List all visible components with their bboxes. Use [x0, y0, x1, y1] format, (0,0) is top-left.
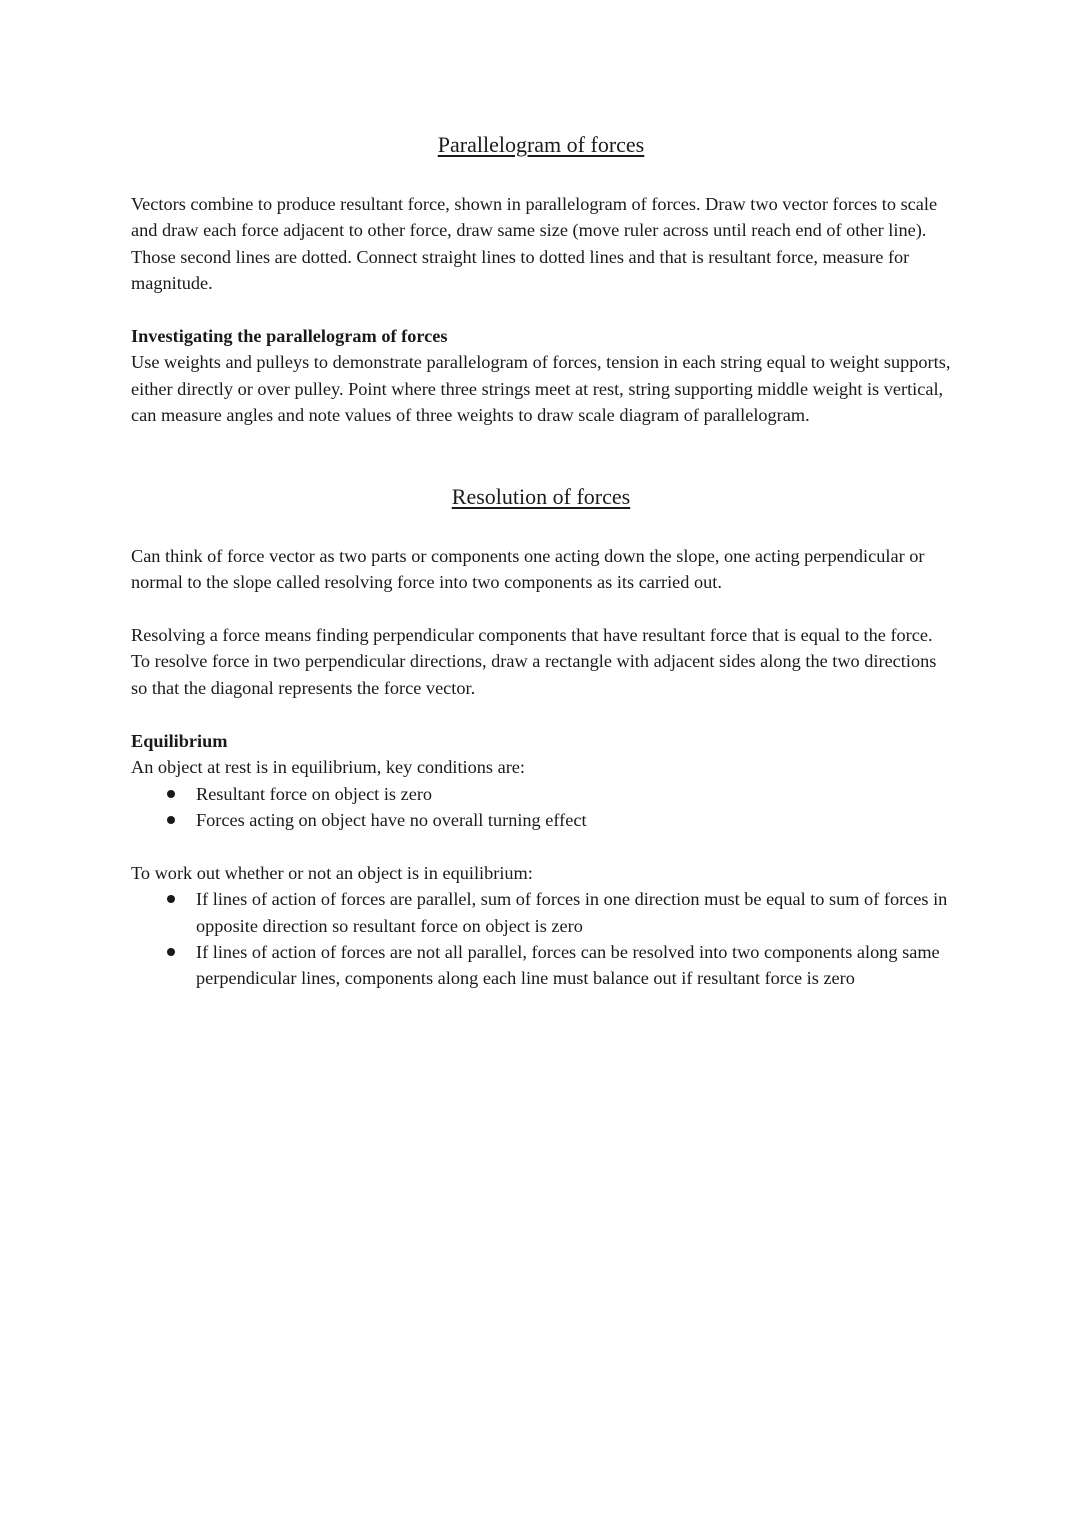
list-item — [131, 886, 951, 939]
bullet-icon — [167, 790, 175, 798]
equilibrium-check-intro: To work out whether or not an object is in equilibrium: — [131, 863, 533, 883]
list-item — [131, 807, 951, 833]
resolution-paragraph-1: Can think of force vector as two parts or components one acting down the slope, one acting perpendicular or normal to the slope called resolving force into two components as its carried out. — [131, 546, 925, 593]
list-item-text: Forces acting on object have no overall turning effect — [196, 809, 587, 830]
parallelogram-paragraph: Vectors combine to produce resultant force, shown in parallelogram of forces. Draw two vector forces to scale and draw each force adjacent to other force, draw same size (move ruler across until reach end of other line). Those second lines are dotted. Connect straight lines to dotted lines and that is resultant force, measure for magnitude. — [131, 194, 938, 293]
equilibrium-check-section — [131, 860, 951, 991]
title-parallelogram-of-forces: Parallelogram of forces — [437, 132, 645, 157]
equilibrium-heading: Equilibrium — [131, 731, 228, 751]
list-item-text: Resultant force on object is zero — [196, 783, 433, 804]
bullet-icon — [167, 948, 175, 956]
list-item — [131, 781, 951, 807]
list-item-text: If lines of action of forces are not all parallel, forces can be resolved into two components along same perpendicular lines, components along each line must balance out if resultant force is zero — [196, 941, 940, 989]
investigating-heading: Investigating the parallelogram of forces — [131, 326, 448, 346]
list-item-text: If lines of action of forces are parallel, sum of forces in one direction must be equal to sum of forces in opposite direction so resultant force on object is zero — [196, 889, 948, 936]
equilibrium-section — [131, 728, 951, 833]
investigating-section — [131, 323, 951, 428]
equilibrium-conditions-list — [131, 781, 951, 834]
bullet-icon — [167, 816, 175, 824]
equilibrium-intro: An object at rest is in equilibrium, key conditions are: — [131, 757, 525, 778]
list-item — [131, 939, 951, 992]
resolution-paragraph-2: Resolving a force means finding perpendicular components that have resultant force that is equal to the force. To resolve force in two perpendicular directions, draw a rectangle with adjacent sides along the two directions so that the diagonal represents the force vector. — [131, 625, 937, 698]
investigating-paragraph: Use weights and pulleys to demonstrate parallelogram of forces, tension in each string equal to weight supports, either directly or over pulley. Point where three strings meet at rest, string supporting middle weight is vertical, can measure angles and note values of three weights to draw scale diagram of parallelogram. — [131, 352, 951, 425]
bullet-icon — [167, 895, 175, 903]
equilibrium-checks-list — [131, 886, 951, 991]
title-resolution-of-forces: Resolution of forces — [451, 484, 631, 509]
